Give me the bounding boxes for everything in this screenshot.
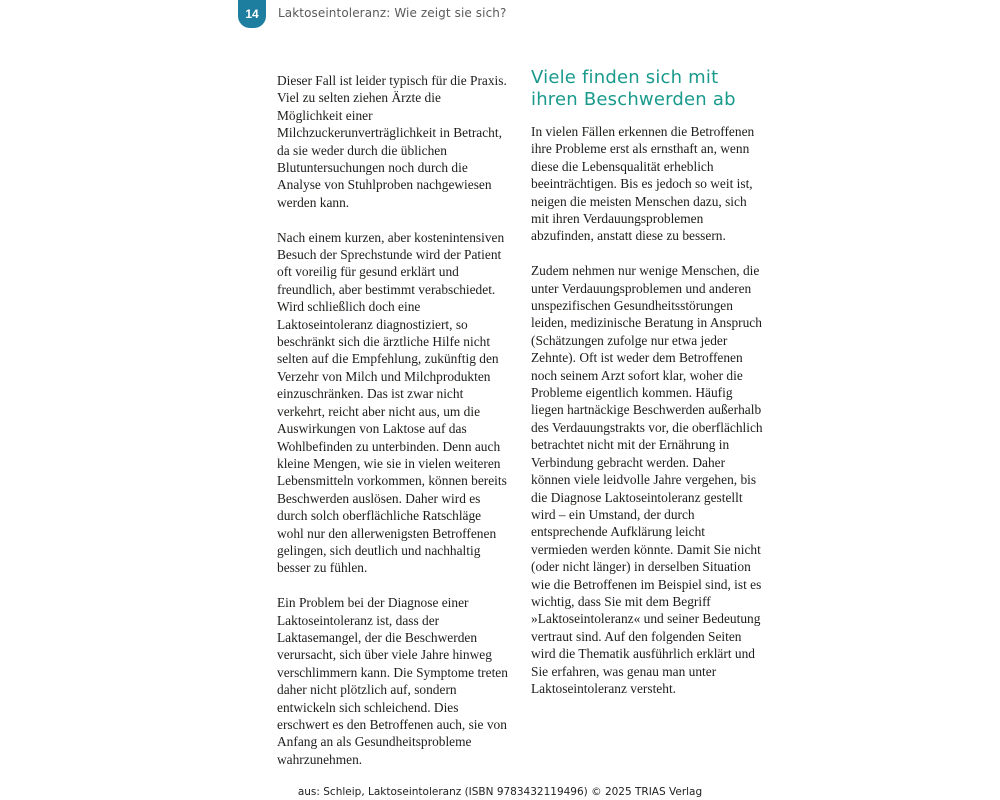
paragraph: In vielen Fällen erkennen die Betroffenen ihre Probleme erst als ernsthaft an, wenn diese die Lebensqualität erheblich beeinträchtigen. Bis es jedoch so weit ist, neigen die meisten Menschen dazu, sich mit ihren Verdauungsproblemen abzufinden, anstatt diese zu bessern. [531, 124, 755, 244]
paragraph: Ein Problem bei der Diagnose einer Laktoseintoleranz ist, dass der Laktasemangel, der die Beschwerden verursacht, sich über viele Jahre hinweg verschlimmern kann. Die Symptome treten daher nicht plötzlich auf, sondern entwickeln sich schleichend. Dies erschwert es den Betroffenen auch, sie von Anfang an als Gesundheitsprobleme wahrzunehmen. [277, 595, 508, 767]
right-column [531, 67, 763, 715]
source-citation: aus: Schleip, Laktoseintoleranz (ISBN 9783432119496) © 2025 TRIAS Verlag [297, 786, 703, 798]
paragraph: Zudem nehmen nur wenige Menschen, die unter Verdauungsproblemen und anderen unspezifischen Gesundheitsstörungen leiden, medizinische Beratung in Anspruch (Schätzungen zufolge nur etwa jeder Zehnte). Oft ist weder dem Betroffenen noch seinem Arzt sofort klar, woher die Probleme eigentlich kommen. Häufig liegen hartnäckige Beschwerden außerhalb des Verdauungstrakts vor, die oberflächlich betrachtet nicht mit der Ernährung in Verbindung gebracht werden. Daher können viele leidvolle Jahre vergehen, bis die Diagnose Laktoseintoleranz gestellt wird – ein Umstand, der durch entsprechende Aufklärung leicht vermieden werden könnte. Damit Sie nicht (oder nicht länger) in derselben Situation wie die Betroffenen im Beispiel sind, ist es wichtig, dass Sie mit dem Begriff »Laktoseintoleranz« und seiner Bedeutung vertraut sind. Auf den folgenden Seiten wird die Thematik ausführlich erklärt und Sie erfahren, was genau man unter Laktoseintoleranz versteht. [531, 263, 763, 696]
section-heading: Viele finden sich mit ihren Beschwerden ab [531, 67, 736, 110]
left-column [277, 72, 509, 786]
paragraph: Nach einem kurzen, aber kostenintensiven Besuch der Sprechstunde wird der Patient oft voreilig für gesund erklärt und freundlich, aber bestimmt verabschiedet. Wird schließlich doch eine Laktoseintoleranz diagnostiziert, so beschränkt sich die ärztliche Hilfe nicht selten auf die Empfehlung, zukünftig den Verzehr von Milch und Milchprodukten einzuschränken. Das ist zwar nicht verkehrt, reicht aber nicht aus, um die Auswirkungen von Laktose auf das Wohlbefinden zu unterbinden. Denn auch kleine Mengen, wie sie in vielen weiteren Lebensmitteln vorkommen, können bereits Beschwerden auslösen. Daher wird es durch solch oberflächliche Ratschläge wohl nur den allerwenigsten Betroffenen gelingen, sich deutlich und nachhaltig besser zu fühlen. [277, 229, 507, 576]
running-head: Laktoseintoleranz: Wie zeigt sie sich? [278, 6, 507, 20]
paragraph: Dieser Fall ist leider typisch für die Praxis. Viel zu selten ziehen Ärzte die Möglichkeit einer Milchzuckerunverträglichkeit in Betracht, da sie weder durch die üblichen Blutuntersuchungen noch durch die Analyse von Stuhlproben nachgewiesen werden kann. [277, 73, 507, 210]
page-header [238, 0, 506, 30]
page-number-badge: 14 [238, 0, 266, 28]
